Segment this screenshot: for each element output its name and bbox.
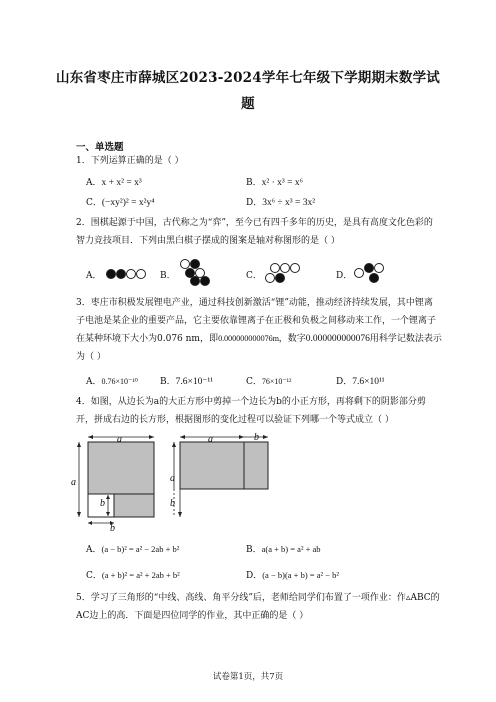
arrow-head bbox=[88, 435, 93, 439]
q2-stem-line1: 2．围棋起源于中国，古代称之为“弈”，至今已有四千多年的历史，是具有高度文化色彩的 bbox=[76, 218, 433, 228]
white-stone bbox=[265, 273, 275, 283]
q3-number: 0.000000000076 bbox=[305, 334, 370, 344]
q2-option-c-label[interactable]: C． bbox=[246, 271, 262, 281]
fig-label-b-inner: b bbox=[100, 498, 105, 509]
arrow-head bbox=[88, 521, 92, 525]
q1-option-d[interactable] bbox=[246, 195, 315, 208]
page-footer: 试卷第1页，共7页 bbox=[212, 672, 284, 682]
white-stone bbox=[280, 263, 290, 273]
q4-line2: 开，拼成右边的长方形，根据图形的变化过程可以验证下列哪一个等式成立（ ） bbox=[76, 415, 394, 425]
option-label: C． bbox=[86, 198, 102, 208]
q2-option-c-pattern[interactable] bbox=[262, 261, 302, 287]
fig-label-a-right-top: a bbox=[208, 434, 213, 445]
arrow-head bbox=[263, 435, 268, 439]
fig-label-b-right-top: b bbox=[254, 432, 259, 443]
q4-line1: 4．如图，从边长为a的大正方形中剪掉一个边长为b的小正方形，再将剩下的阴影部分剪 bbox=[76, 397, 426, 407]
white-stone bbox=[270, 263, 280, 273]
shaded-region bbox=[244, 442, 268, 489]
option-text: x + x² = x³ bbox=[101, 178, 142, 188]
q2-option-d-label[interactable]: D． bbox=[336, 271, 353, 281]
white-stone bbox=[374, 263, 384, 273]
black-stone bbox=[190, 276, 200, 286]
q4-option-a[interactable] bbox=[86, 542, 179, 555]
q2-option-a-label[interactable]: A． bbox=[86, 271, 102, 281]
q3-line3-prefix: 在某种环境下大小为0.076 nm，即 bbox=[76, 334, 218, 344]
arrow-head bbox=[77, 512, 81, 517]
arrow-head bbox=[239, 435, 244, 439]
option-text: (a − b)(a + b) = a² − b² bbox=[262, 570, 339, 580]
option-text: (−xy²)² = x²y⁴ bbox=[101, 198, 155, 208]
black-stone bbox=[200, 276, 210, 286]
q3-line2: 子电池是某企业的重要产品，它主要依靠锂离子在正极和负极之间移动来工作，一个锂离子 bbox=[76, 316, 437, 326]
fig-label-a-top: a bbox=[117, 434, 122, 445]
black-stone bbox=[275, 273, 285, 283]
arrow-head bbox=[180, 435, 185, 439]
option-label: D． bbox=[246, 571, 263, 581]
option-text: (a − b)² = a² − 2ab + b² bbox=[101, 544, 180, 554]
option-text: 3x⁶ ÷ x³ = 3x² bbox=[262, 198, 316, 208]
shaded-region bbox=[114, 494, 154, 517]
option-text: 0.76×10⁻¹⁰ bbox=[101, 377, 138, 386]
fig-label-a-right: a bbox=[170, 473, 175, 484]
option-text: 7.6×10⁻¹¹ bbox=[175, 377, 214, 387]
q2-option-b-pattern[interactable] bbox=[178, 257, 214, 287]
black-stone bbox=[106, 269, 116, 279]
q3-line1: 3．枣庄市积极发展锂电产业，通过科技创新激活“锂”动能，推动经济持续发展，其中锂离 bbox=[76, 298, 433, 308]
option-text: (a + b)² = a² + 2ab + b² bbox=[101, 570, 180, 580]
white-stone bbox=[354, 268, 364, 278]
option-label: D． bbox=[246, 198, 263, 208]
option-text: x² · x³ = x⁶ bbox=[261, 178, 303, 188]
black-stone bbox=[116, 269, 126, 279]
arrow-head bbox=[77, 442, 81, 447]
option-text: 7.6×10¹¹ bbox=[352, 377, 385, 387]
q3-line3 bbox=[76, 332, 442, 346]
black-stone bbox=[364, 263, 374, 273]
q5-line1: 5．学习了三角形的“中线、高线、角平分线”后，老师给同学们布置了一项作业：作▵ABC的 bbox=[76, 593, 440, 603]
fig-label-a-left: a bbox=[71, 477, 76, 488]
q2-stem-line2: 智力竞技项目．下列由黑白棋子摆成的图案是轴对称图形的是（ ） bbox=[76, 236, 340, 246]
black-stone bbox=[369, 273, 379, 283]
q5-line2: AC边上的高．下面是四位同学的作业，其中正确的是（ ） bbox=[76, 611, 309, 621]
option-label: B． bbox=[246, 178, 262, 188]
white-stone bbox=[290, 263, 300, 273]
fig-label-b-bottom: b bbox=[110, 523, 115, 534]
q1-stem: 1．下列运算正确的是（ ） bbox=[76, 156, 184, 166]
q3-line4: 为（ ） bbox=[76, 352, 106, 362]
option-text: a(a + b) = a² + ab bbox=[261, 544, 321, 554]
arrow-head bbox=[149, 435, 154, 439]
q3-line3-suffix: 用科学记数法表示 bbox=[369, 334, 442, 344]
white-stone bbox=[126, 269, 136, 279]
arrow-head bbox=[178, 512, 182, 517]
option-text: 76×10⁻¹² bbox=[261, 377, 292, 386]
q3-option-d[interactable] bbox=[336, 374, 385, 387]
page-title-line2: 题 bbox=[241, 96, 255, 112]
q2-option-a-pattern[interactable] bbox=[104, 262, 144, 286]
q4-option-d[interactable] bbox=[246, 568, 339, 581]
q2-option-b-label[interactable]: B． bbox=[160, 271, 176, 281]
option-label: A． bbox=[86, 178, 102, 188]
white-stone bbox=[136, 269, 146, 279]
option-label: C． bbox=[246, 377, 262, 387]
q1-option-c[interactable] bbox=[86, 195, 155, 208]
q4-option-c[interactable] bbox=[86, 568, 180, 581]
option-label: A． bbox=[86, 545, 102, 555]
option-label: A． bbox=[86, 377, 102, 387]
q1-option-b[interactable] bbox=[246, 175, 303, 188]
q3-option-b[interactable] bbox=[160, 374, 213, 387]
q3-line3-mid: ，数字 bbox=[278, 334, 306, 344]
option-label: D． bbox=[336, 377, 353, 387]
q1-option-a[interactable] bbox=[86, 175, 142, 188]
q4-figure bbox=[70, 432, 280, 534]
fig-label-b-right: b bbox=[170, 498, 175, 509]
section-heading: 一、单选题 bbox=[76, 142, 124, 153]
shaded-region bbox=[180, 442, 244, 489]
page-title-line1: 山东省枣庄市薛城区2023-2024学年七年级下学期期末数学试 bbox=[56, 70, 440, 86]
option-label: C． bbox=[86, 571, 102, 581]
q3-option-c[interactable] bbox=[246, 374, 291, 387]
q3-meter-value: 0.000000000076m bbox=[217, 335, 279, 343]
q3-option-a[interactable] bbox=[86, 374, 138, 387]
option-label: B． bbox=[160, 377, 176, 387]
option-label: B． bbox=[246, 545, 262, 555]
q4-option-b[interactable] bbox=[246, 542, 321, 555]
arrow-head bbox=[172, 442, 176, 447]
shaded-region bbox=[88, 442, 154, 494]
q2-option-d-pattern[interactable] bbox=[352, 261, 388, 287]
